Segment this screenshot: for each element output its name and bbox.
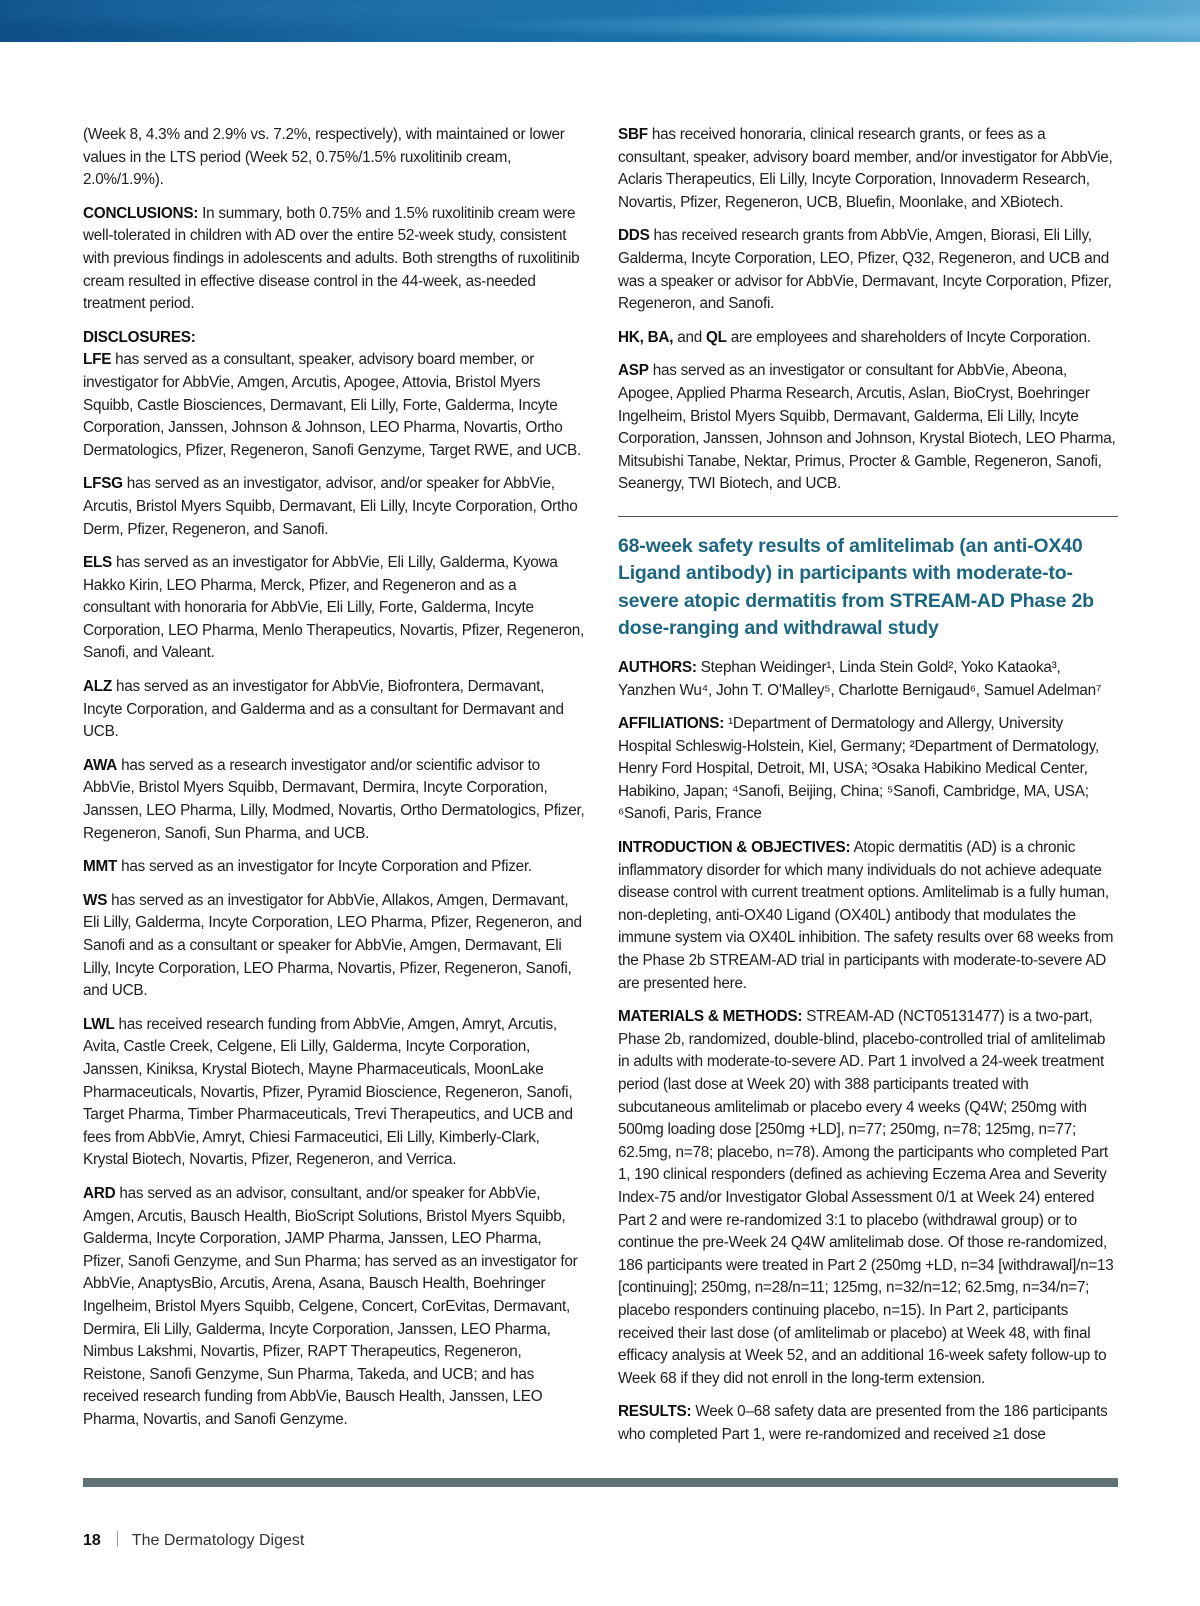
footer-separator — [117, 1531, 118, 1547]
disclosure-text: has served as a research investigator and/or scientific advisor to AbbVie, Bristol Myers Squibb, Dermavant, Dermira, Incyte Corporation, Janssen, LEO Pharma, Lilly, Modmed, Novartis, Ortho Dermatologics, Pfizer, Regeneron, Sanofi, Sun Pharma, and UCB. — [83, 756, 585, 842]
authors-paragraph — [618, 657, 1118, 702]
methods-label: MATERIALS & METHODS: — [618, 1008, 803, 1026]
results-label: RESULTS: — [618, 1403, 692, 1421]
conclusions-label: CONCLUSIONS: — [83, 204, 199, 222]
right-column — [618, 124, 1118, 1458]
disclosure-text: has received honoraria, clinical research grants, or fees as a consultant, speaker, advisory board member, and/or investigator for AbbVie, Aclaris Therapeutics, Eli Lilly, Incyte Corporation, Innovaderm Research, Novartis, Pfizer, Regeneron, UCB, Bluefin, Moonlake, and XBiotech. — [618, 126, 1113, 211]
disclosure-text: has served as an investigator or consultant for AbbVie, Abeona, Apogee, Applied Pharma Research, Arcutis, Aslan, BioCryst, Boehringer Ingelheim, Bristol Myers Squibb, Dermavant, Galderma, Eli Lilly, Incyte Corporation, Janssen, Johnson and Johnson, Krystal Biotech, LEO Pharma, Mitsubishi Tanabe, Nektar, Primus, Procter & Gamble, Regeneron, Sanofi, Seanergy, TWI Biotech, and UCB. — [618, 362, 1116, 493]
authors-text: Stephan Weidinger¹, Linda Stein Gold², Yoko Kataoka³, Yanzhen Wu⁴, John T. O'Malley⁵, Charlotte Bernigaud⁶, Samuel Adelman⁷ — [618, 658, 1102, 699]
disclosure-text: has received research funding from AbbVie, Amgen, Amryt, Arcutis, Avita, Castle Creek, Celgene, Eli Lilly, Galderma, Incyte Corporation, Janssen, Kiniksa, Krystal Biotech, Mayne Pharmaceuticals, MoonLake Pharmaceuticals, Novartis, Pfizer, Pyramid Bioscience, Regeneron, Sanofi, Target Pharma, Timber Pharmaceuticals, Trevi Therapeutics, and UCB and fees from AbbVie, Amryt, Chiesi Farmaceutici, Eli Lilly, Kimberly-Clark, Krystal Biotech, Novartis, Pfizer, Regeneron, and Verrica. — [83, 1015, 573, 1169]
disclosure-text: has served as an advisor, consultant, and/or speaker for AbbVie, Amgen, Arcutis, Bausch Health, BioScript Solutions, Bristol Myers Squibb, Galderma, Incyte Corporation, JAMP Pharma, Janssen, LEO Pharma, Pfizer, Sanofi Genzyme, and Sun Pharma; has served as an investigator for AbbVie, AnaptysBio, Arcutis, Arena, Asana, Bausch Health, Boehringer Ingelheim, Bristol Myers Squibb, Celgene, Concert, CorEvitas, Dermavant, Dermira, Eli Lilly, Galderma, Incyte Corporation, Janssen, LEO Pharma, Nimbus Lakshmi, Novartis, Pfizer, RAPT Therapeutics, Regeneron, Reistone, Sanofi Genzyme, Sun Pharma, Takeda, and UCB; and has received research funding from AbbVie, Bausch Health, Janssen, LEO Pharma, Novartis, and Sanofi Genzyme. — [83, 1184, 578, 1428]
disclosure-alz — [83, 676, 586, 744]
disclosure-text: and — [673, 328, 706, 346]
disclosure-text: has served as an investigator for AbbVie, Eli Lilly, Galderma, Kyowa Hakko Kirin, LEO Pharma, Merck, Pfizer, and Regeneron and as a consultant with honoraria for AbbVie, Eli Lilly, Forte, Galderma, Incyte Corporation, LEO Pharma, Menlo Therapeutics, Novartis, Pfizer, Regeneron, Sanofi, and Valeant. — [83, 554, 584, 662]
disclosure-name: HK, BA, — [618, 328, 674, 346]
conclusions-text: In summary, both 0.75% and 1.5% ruxolitinib cream were well-tolerated in children with AD over the entire 52-week study, consistent with previous findings in adolescents and adults. Both strengths of ruxolitinib cream resulted in effective disease control in the 44-week, as-needed treatment period. — [83, 204, 580, 313]
disclosure-text: has served as a consultant, speaker, advisory board member, or investigator for AbbVie, Amgen, Arcutis, Apogee, Attovia, Bristol Myers Squibb, Castle Biosciences, Dermavant, Eli Lilly, Forte, Galderma, Incyte Corporation, Janssen, Johnson & Johnson, LEO Pharma, Novartis, Ortho Dermatologics, Pfizer, Regeneron, Sanofi Genzyme, Target RWE, and UCB. — [83, 351, 582, 459]
methods-paragraph — [618, 1006, 1118, 1390]
disclosure-name: ARD — [83, 1184, 116, 1202]
disclosure-ws — [83, 890, 586, 1003]
footer-rule — [83, 1478, 1118, 1487]
disclosure-ard — [83, 1183, 586, 1432]
disclosure-name: DDS — [618, 227, 650, 245]
disclosure-name: ASP — [618, 362, 649, 380]
page-number: 18 — [83, 1532, 101, 1549]
methods-text: STREAM-AD (NCT05131477) is a two-part, Phase 2b, randomized, double-blind, placebo-controlled trial of amlitelimab in adults with moderate-to-severe AD. Part 1 involved a 24-week treatment period (last dose at Week 20) with 388 participants treated with subcutaneous amlitelimab or placebo every 4 weeks (Q4W; 250mg with 500mg loading dose [250mg +LD], n=77; 250mg, n=78; 125mg, n=77; 62.5mg, n=78; placebo, n=78). Among the participants who completed Part 1, 190 clinical responders (defined as achieving Eczema Area and Severity Index-75 and/or Investigator Global Assessment 0/1 at Week 24) entered Part 2 and were re-randomized 3:1 to placebo (withdrawal group) or to continue the pre-Week 24 Q4W amlitelimab dose. Of those re-randomized, 186 participants were treated in Part 2 (250mg +LD, n=34 [withdrawal]/n=13 [continuing]; 250mg, n=28/n=11; 125mg, n=32/n=12; 62.5mg, n=34/n=7; placebo responders continuing placebo, n=15). In Part 2, participants received their last dose (of amlitelimab or placebo) at Week 48, with final efficacy analysis at Week 52, and an additional 16-week safety follow-up to Week 68 if they did not enroll in the long-term extension. — [618, 1008, 1114, 1387]
affiliations-label: AFFILIATIONS: — [618, 715, 725, 733]
disclosure-name: LWL — [83, 1015, 115, 1033]
affiliations-text: ¹Department of Dermatology and Allergy, University Hospital Schleswig-Holstein, Kiel, Germany; ²Department of Dermatology, Henry Ford Hospital, Detroit, MI, USA; ³Osaka Habikino Medical Center, Habikino, Japan; ⁴Sanofi, Beijing, China; ⁵Sanofi, Cambridge, MA, USA; ⁶Sanofi, Paris, France — [618, 715, 1100, 823]
disclosure-name: LFSG — [83, 475, 123, 493]
introduction-text: Atopic dermatitis (AD) is a chronic inflammatory disorder for which many individuals do not achieve adequate disease control with current treatment options. Amlitelimab is a fully human, non-depleting, anti-OX40 Ligand (OX40L) antibody that modulates the immune system via OX40L inhibition. The safety results over 68 weeks from the Phase 2b STREAM-AD trial in participants with moderate-to-severe AD are presented here. — [618, 839, 1114, 992]
disclosure-name: SBF — [618, 126, 648, 143]
left-column — [83, 124, 586, 1442]
header-ocean-banner — [0, 0, 1200, 42]
disclosure-mmt — [83, 856, 586, 879]
disclosure-name: LFE — [83, 351, 112, 369]
results-paragraph — [618, 1401, 1118, 1446]
disclosure-text: has served as an investigator for Incyte Corporation and Pfizer. — [117, 858, 532, 876]
page-footer — [83, 1531, 304, 1550]
article-title: 68-week safety results of amlitelimab (an anti-OX40 Ligand antibody) in participants with moderate-to-severe atopic dermatitis from STREAM-AD Phase 2b dose-ranging and withdrawal study — [618, 534, 1094, 640]
disclosure-text: has served as an investigator for AbbVie, Biofrontera, Dermavant, Incyte Corporation, and Galderma and as a consultant for Dermavant and UCB. — [83, 678, 564, 741]
disclosure-asp — [618, 360, 1118, 496]
disclosure-name: WS — [83, 891, 108, 909]
disclosure-name: QL — [705, 328, 727, 346]
disclosure-name: AWA — [83, 756, 118, 774]
disclosure-text: has served as an investigator for AbbVie, Allakos, Amgen, Dermavant, Eli Lilly, Galderma, Incyte Corporation, LEO Pharma, Pfizer, Regeneron, and Sanofi and as a consultant or speaker for AbbVie, Amgen, Dermavant, Eli Lilly, Incyte Corporation, LEO Pharma, Novartis, Pfizer, Regeneron, Sanofi, and UCB. — [83, 891, 582, 1000]
disclosure-name: ALZ — [83, 678, 112, 696]
intro-paragraph: (Week 8, 4.3% and 2.9% vs. 7.2%, respectively), with maintained or lower values in the LTS period (Week 52, 0.75%/1.5% ruxolitinib cream, 2.0%/1.9%). — [83, 126, 565, 189]
disclosure-dds — [618, 225, 1118, 315]
disclosure-name: MMT — [83, 858, 118, 876]
disclosure-hk-ba-ql — [618, 327, 1118, 350]
affiliations-paragraph — [618, 713, 1118, 826]
authors-label: AUTHORS: — [618, 658, 697, 676]
disclosure-name: ELS — [83, 554, 112, 572]
publication-name: The Dermatology Digest — [131, 1532, 305, 1549]
disclosure-text: has received research grants from AbbVie, Amgen, Biorasi, Eli Lilly, Galderma, Incyte Corporation, LEO, Pfizer, Q32, Regeneron, and UCB and was a speaker or advisor for AbbVie, Dermavant, Incyte Corporation, Pfizer, Regeneron, and Sanofi. — [618, 227, 1112, 313]
disclosure-lfe — [83, 349, 586, 462]
disclosures-heading: DISCLOSURES: — [83, 328, 196, 346]
conclusions-paragraph — [83, 203, 586, 316]
disclosure-awa — [83, 755, 586, 845]
introduction-paragraph — [618, 837, 1118, 995]
disclosure-lwl — [83, 1014, 586, 1172]
disclosure-lfsg — [83, 473, 586, 541]
results-text: Week 0–68 safety data are presented from the 186 participants who completed Part 1, were re-randomized and received ≥1 dose — [618, 1403, 1108, 1443]
section-divider — [618, 516, 1118, 517]
introduction-label: INTRODUCTION & OBJECTIVES: — [618, 839, 851, 857]
disclosure-text: are employees and shareholders of Incyte Corporation. — [726, 328, 1091, 346]
disclosure-sbf — [618, 124, 1118, 214]
disclosure-text: has served as an investigator, advisor, and/or speaker for AbbVie, Arcutis, Bristol Myers Squibb, Dermavant, Eli Lilly, Incyte Corporation, Ortho Derm, Pfizer, Regeneron, and Sanofi. — [83, 475, 578, 538]
disclosure-els — [83, 552, 586, 665]
